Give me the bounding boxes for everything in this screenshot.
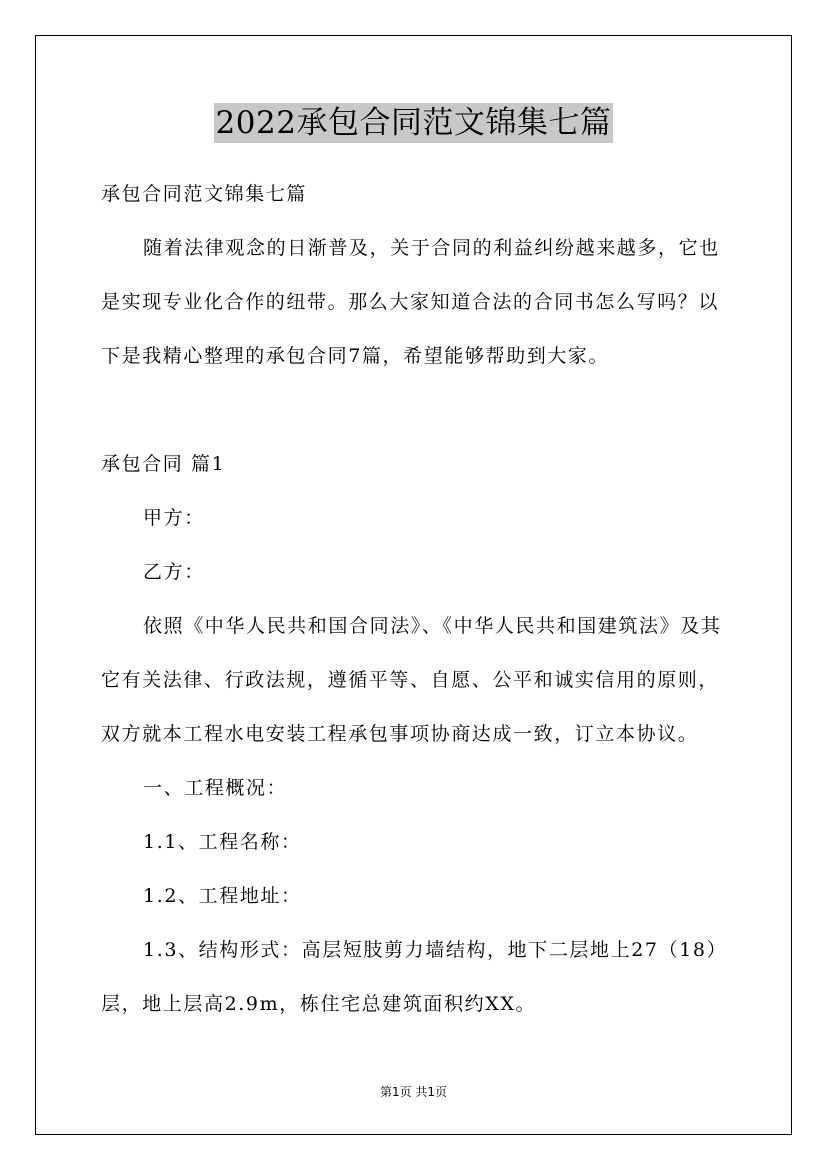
party-a-label: 甲方： (143, 507, 205, 529)
clause-item: 1.3、结构形式：高层短肢剪力墙结构，地下二层地上27（18） (143, 939, 728, 961)
clause-item: 1.1、工程名称： (143, 831, 302, 853)
clause-heading: 一、工程概况： (143, 777, 288, 799)
party-b-label: 乙方： (143, 561, 205, 583)
document-title-text: 2022承包合同范文锦集七篇 (215, 105, 612, 141)
basis-paragraph-line: 它有关法律、行政法规，遵循平等、自愿、公平和诚实信用的原则， (101, 669, 720, 691)
page-footer: 第1页 共1页 (379, 1085, 448, 1099)
clause-item: 1.2、工程地址： (143, 885, 302, 907)
basis-paragraph-line: 依照《中华人民共和国合同法》、《中华人民共和国建筑法》及其 (143, 615, 722, 637)
clause-item-continued: 层，地上层高2.9m，栋住宅总建筑面积约XX。 (101, 993, 537, 1015)
intro-paragraph-line: 下是我精心整理的承包合同7篇，希望能够帮助到大家。 (101, 345, 610, 367)
subtitle: 承包合同范文锦集七篇 (101, 183, 308, 205)
intro-paragraph-line: 随着法律观念的日渐普及，关于合同的利益纠纷越来越多，它也 (143, 237, 720, 259)
section-heading: 承包合同 篇1 (101, 453, 226, 475)
basis-paragraph-line: 双方就本工程水电安装工程承包事项协商达成一致，订立本协议。 (101, 723, 699, 745)
document-title (0, 103, 827, 143)
intro-paragraph-line: 是实现专业化合作的纽带。那么大家知道合法的合同书怎么写吗？以 (101, 291, 720, 313)
